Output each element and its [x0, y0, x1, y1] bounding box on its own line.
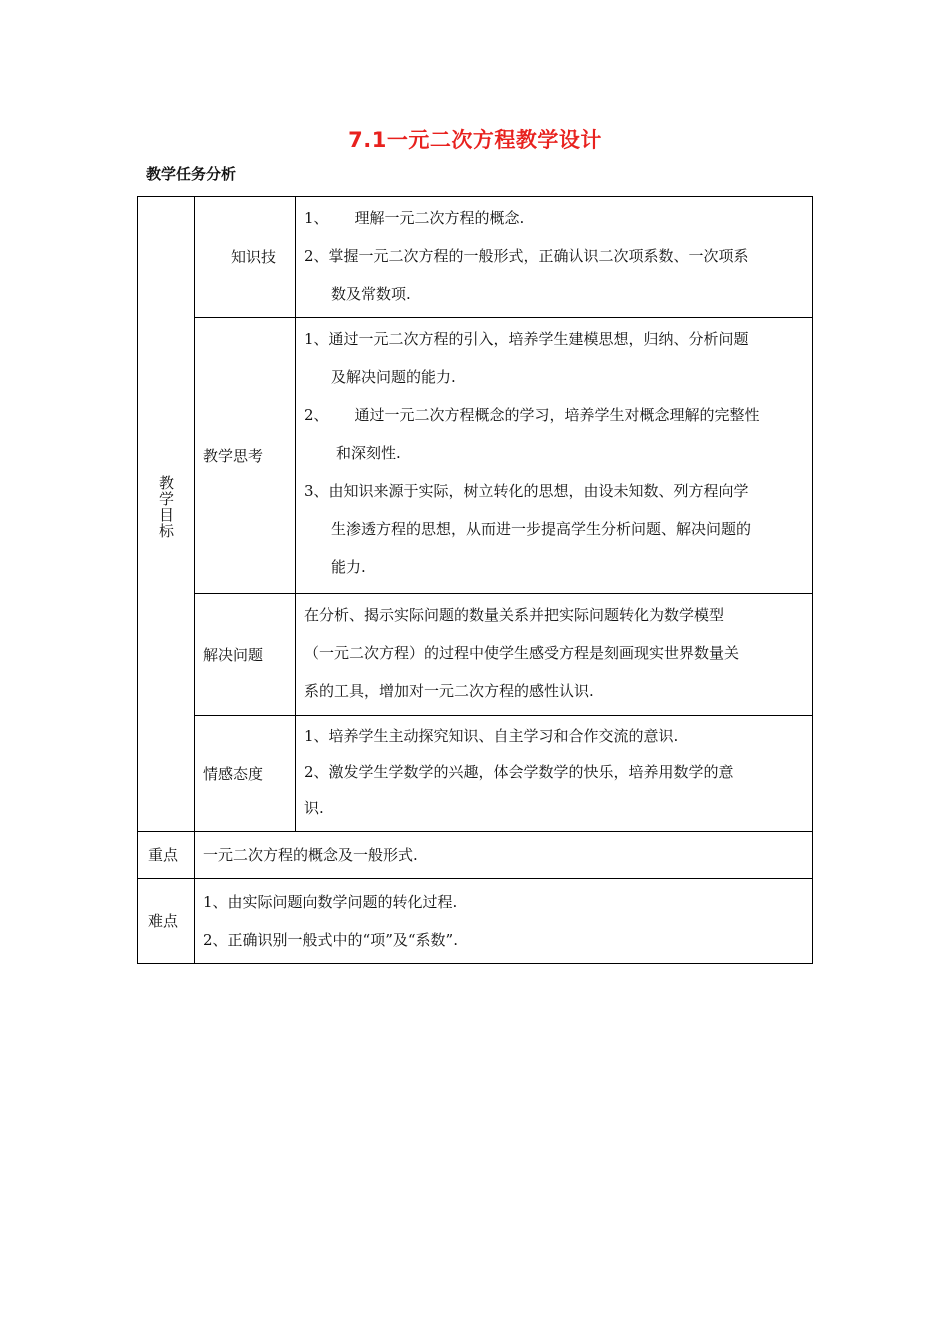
list-item-continuation: 生渗透方程的思想，从而进一步提高学生分析问题、解决问题的: [331, 520, 752, 538]
category-label: 情感态度: [203, 764, 264, 783]
category-label: 解决问题: [203, 645, 264, 664]
content-cell: [296, 318, 813, 594]
objectives-label-cell: [138, 197, 195, 832]
content-cell: [296, 716, 813, 832]
list-item: 2、激发学生学数学的兴趣，体会学数学的快乐，培养用数学的意: [304, 763, 734, 781]
key-point-label: 重点: [148, 846, 179, 864]
table-row: [138, 594, 813, 716]
list-item: 2、 通过一元二次方程概念的学习，培养学生对概念理解的完整性: [304, 406, 760, 424]
category-cell: [195, 716, 296, 832]
category-cell: [195, 594, 296, 716]
content-cell: [296, 197, 813, 318]
table-row: [138, 318, 813, 594]
table-row: [138, 716, 813, 832]
paragraph-line: 系的工具，增加对一元二次方程的感性认识.: [304, 682, 594, 700]
list-item-continuation: 能力.: [331, 558, 366, 576]
content-cell: [296, 594, 813, 716]
key-point-text: 一元二次方程的概念及一般形式.: [203, 846, 418, 864]
list-item: 1、通过一元二次方程的引入，培养学生建模思想，归纳、分析问题: [304, 330, 749, 348]
section-heading: 教学任务分析: [146, 165, 237, 183]
table-row: [138, 832, 813, 879]
difficulty-label-cell: [138, 879, 195, 964]
key-point-content: [195, 832, 813, 879]
category-cell: [195, 197, 296, 318]
list-item: 1、 理解一元二次方程的概念.: [304, 209, 525, 227]
list-item: 1、由实际问题向数学问题的转化过程.: [203, 893, 458, 911]
category-label: 教学思考: [203, 446, 264, 465]
table-row: [138, 197, 813, 318]
document-title: 7.1一元二次方程教学设计: [348, 128, 602, 152]
difficulty-label: 难点: [148, 912, 179, 930]
list-item-continuation: 和深刻性.: [336, 444, 401, 462]
list-item-continuation: 识.: [304, 799, 324, 817]
category-cell: [195, 318, 296, 594]
difficulty-content: [195, 879, 813, 964]
list-item: 3、由知识来源于实际，树立转化的思想，由设未知数、列方程向学: [304, 482, 749, 500]
list-item-continuation: 数及常数项.: [331, 285, 411, 303]
table-row: [138, 879, 813, 964]
paragraph-line: （一元二次方程）的过程中使学生感受方程是刻画现实世界数量关: [304, 644, 740, 662]
list-item-continuation: 及解决问题的能力.: [331, 368, 456, 386]
objectives-table: [137, 196, 813, 964]
objectives-label: 教学目标: [157, 475, 175, 539]
category-label: 知识技: [231, 248, 277, 266]
list-item: 1、培养学生主动探究知识、自主学习和合作交流的意识.: [304, 727, 679, 745]
list-item: 2、掌握一元二次方程的一般形式，正确认识二次项系数、一次项系: [304, 247, 749, 265]
paragraph-line: 在分析、揭示实际问题的数量关系并把实际问题转化为数学模型: [304, 606, 725, 624]
list-item: 2、正确识别一般式中的“项”及“系数”.: [203, 931, 458, 949]
key-point-label-cell: [138, 832, 195, 879]
